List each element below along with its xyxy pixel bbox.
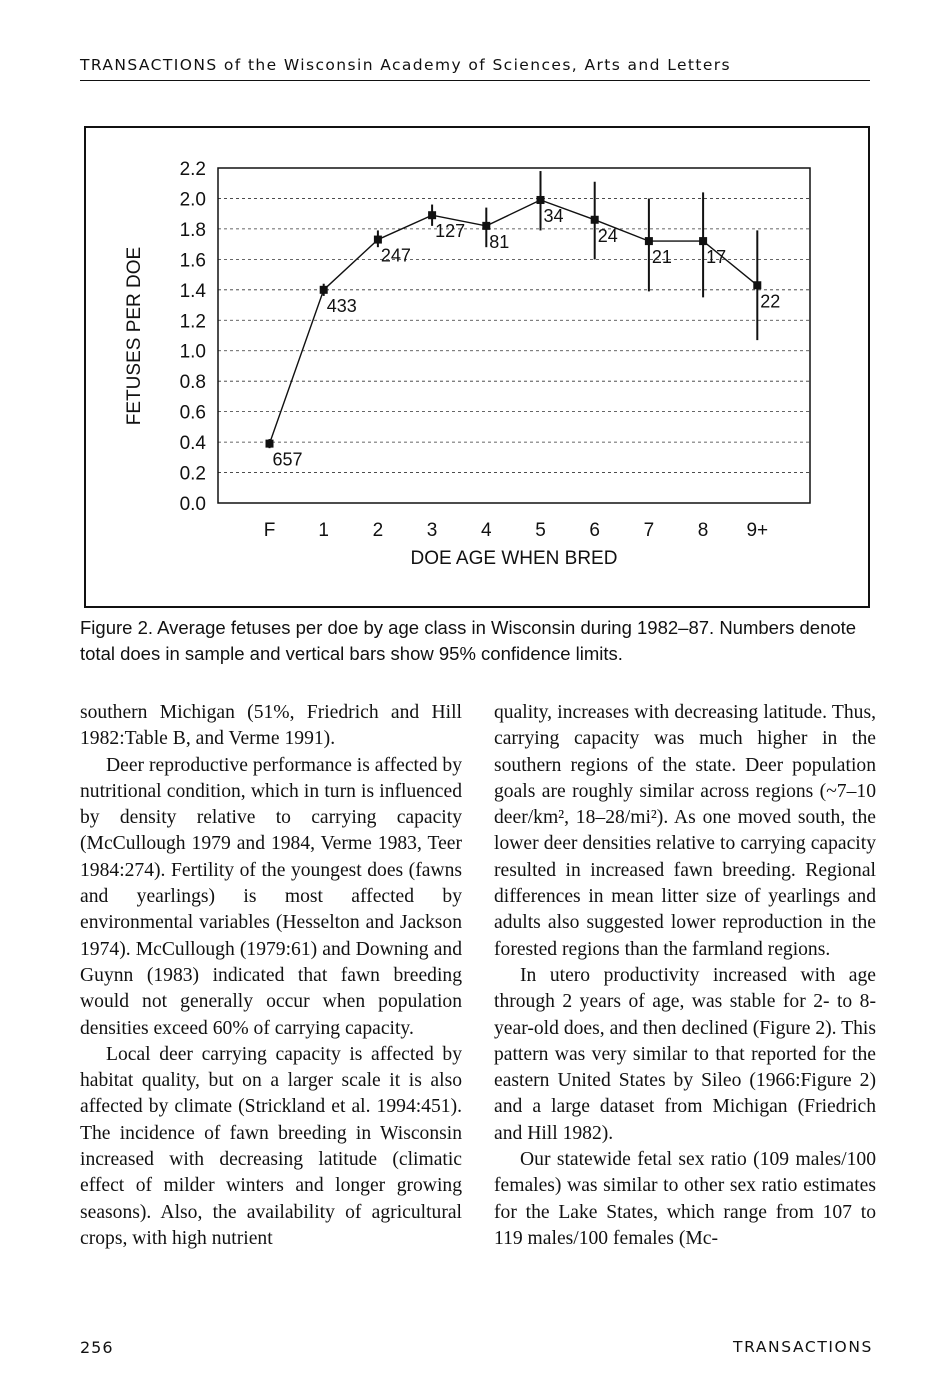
x-axis-label: DOE AGE WHEN BRED	[410, 548, 618, 569]
y-tick-label-4: 0.8	[179, 372, 206, 394]
x-tick-label-0: F	[263, 520, 276, 541]
data-point-0	[266, 440, 274, 448]
left-column	[80, 700, 462, 1252]
right-paragraph-3: Our statewide fetal sex ratio (109 males/100 females) was similar to other sex ratio estimates for the Lake States, which range from 107 to 119 males/100 females (Mc-	[494, 1149, 876, 1249]
y-tick-label-5: 1.0	[179, 341, 206, 363]
x-tick-label-6: 6	[589, 520, 600, 541]
sample-size-label-3: 127	[435, 221, 466, 242]
left-paragraph-2: Deer reproductive performance is affected by nutritional condition, which in turn is influenced by density relative to carrying capacity (McCullough 1979 and 1984, Verme 1983, Teer 1984:274). Fertility of the youngest does (fawns and yearlings) is most affected by environmental variables (Hesselton and Jackson 1974). McCullough (1979:61) and Downing and Guynn (1983) indicated that fawn breeding would not generally occur when population densities exceed 60% of carrying capacity.	[80, 754, 462, 1039]
gridlines	[218, 198, 810, 472]
sample-size-label-9: 22	[760, 291, 781, 312]
x-tick-labels	[264, 520, 768, 541]
x-tick-label-7: 7	[643, 520, 655, 541]
sample-size-label-6: 24	[597, 225, 618, 246]
data-point-5	[537, 196, 545, 204]
sample-size-label-5: 34	[543, 205, 564, 226]
x-tick-label-5: 5	[535, 520, 546, 541]
running-head: TRANSACTIONS of the Wisconsin Academy of Sciences, Arts and Letters	[80, 56, 732, 74]
data-point-4	[482, 222, 490, 230]
y-tick-label-10: 2.0	[179, 189, 206, 211]
left-paragraph-1: southern Michigan (51%, Friedrich and Hill 1982:Table B, and Verme 1991).	[80, 702, 462, 750]
sample-size-label-0: 657	[272, 449, 303, 470]
y-tick-label-2: 0.4	[179, 433, 206, 455]
x-tick-label-3: 3	[426, 520, 438, 541]
header-rule	[80, 80, 870, 81]
y-tick-label-1: 0.2	[179, 463, 206, 485]
data-point-2	[374, 236, 382, 244]
y-tick-label-3: 0.6	[179, 402, 206, 424]
y-tick-label-0: 0.0	[179, 494, 206, 515]
x-tick-label-2: 2	[372, 520, 384, 541]
figure-caption: Figure 2. Average fetuses per doe by age class in Wisconsin during 1982–87. Numbers denote total does in sample and vertical bars show 95% confidence limits.	[80, 617, 857, 664]
data-point-1	[320, 286, 328, 294]
data-point-9	[753, 281, 761, 289]
y-tick-labels	[180, 159, 207, 515]
x-tick-label-9: 9+	[746, 520, 769, 541]
data-point-8	[699, 237, 707, 245]
sample-size-label-7: 21	[651, 247, 672, 268]
data-markers	[266, 196, 762, 448]
data-point-6	[591, 216, 599, 224]
series-line	[270, 200, 758, 444]
sample-size-label-4: 81	[489, 231, 510, 252]
fetuses-per-doe-chart	[84, 126, 870, 608]
y-tick-label-8: 1.6	[179, 250, 206, 272]
x-tick-label-1: 1	[318, 520, 329, 541]
y-tick-label-6: 1.2	[179, 311, 206, 333]
page-number: 256	[80, 1338, 114, 1357]
y-tick-label-9: 1.8	[179, 219, 206, 241]
y-axis-label: FETUSES PER DOE	[124, 246, 145, 426]
right-column	[494, 700, 876, 1252]
y-tick-label-7: 1.4	[179, 280, 206, 302]
x-tick-label-8: 8	[697, 520, 709, 541]
sample-size-labels	[273, 206, 781, 470]
x-tick-label-4: 4	[481, 520, 492, 541]
left-paragraph-3: Local deer carrying capacity is affected by habitat quality, but on a larger scale it is also affected by climate (Strickland et al. 1994:451). The incidence of fawn breeding in Wisconsin increased with decreasing latitude (climatic effect of milder winters and longer growing seasons). Also, the availability of agricultural crops, with high nutrient	[80, 1043, 462, 1249]
y-tick-label-11: 2.2	[179, 159, 206, 180]
sample-size-label-2: 247	[380, 245, 411, 266]
right-paragraph-2: In utero productivity increased with age through 2 years of age, was stable for 2- to 8-year-old does, and then declined (Figure 2). This pattern was very similar to that reported for the eastern United States by Sileo (1966:Figure 2) and a large dataset from Michigan (Friedrich and Hill 1982).	[494, 964, 876, 1144]
data-point-7	[645, 237, 653, 245]
sample-size-label-8: 17	[706, 247, 727, 268]
data-point-3	[428, 211, 436, 219]
footer-title: TRANSACTIONS	[733, 1338, 873, 1356]
right-paragraph-1: quality, increases with decreasing latitude. Thus, carrying capacity was much higher in the southern regions of the state. Deer population goals are roughly similar across regions (~7–10 deer/km², 18–28/mi²). As one moved south, the lower deer densities relative to carrying capacity resulted in increased fawn breeding. Regional differences in mean litter size of yearlings and adults also suggested lower reproduction in the forested regions than the farmland regions.	[494, 702, 876, 960]
plot-area	[218, 168, 810, 503]
sample-size-label-1: 433	[326, 295, 357, 316]
